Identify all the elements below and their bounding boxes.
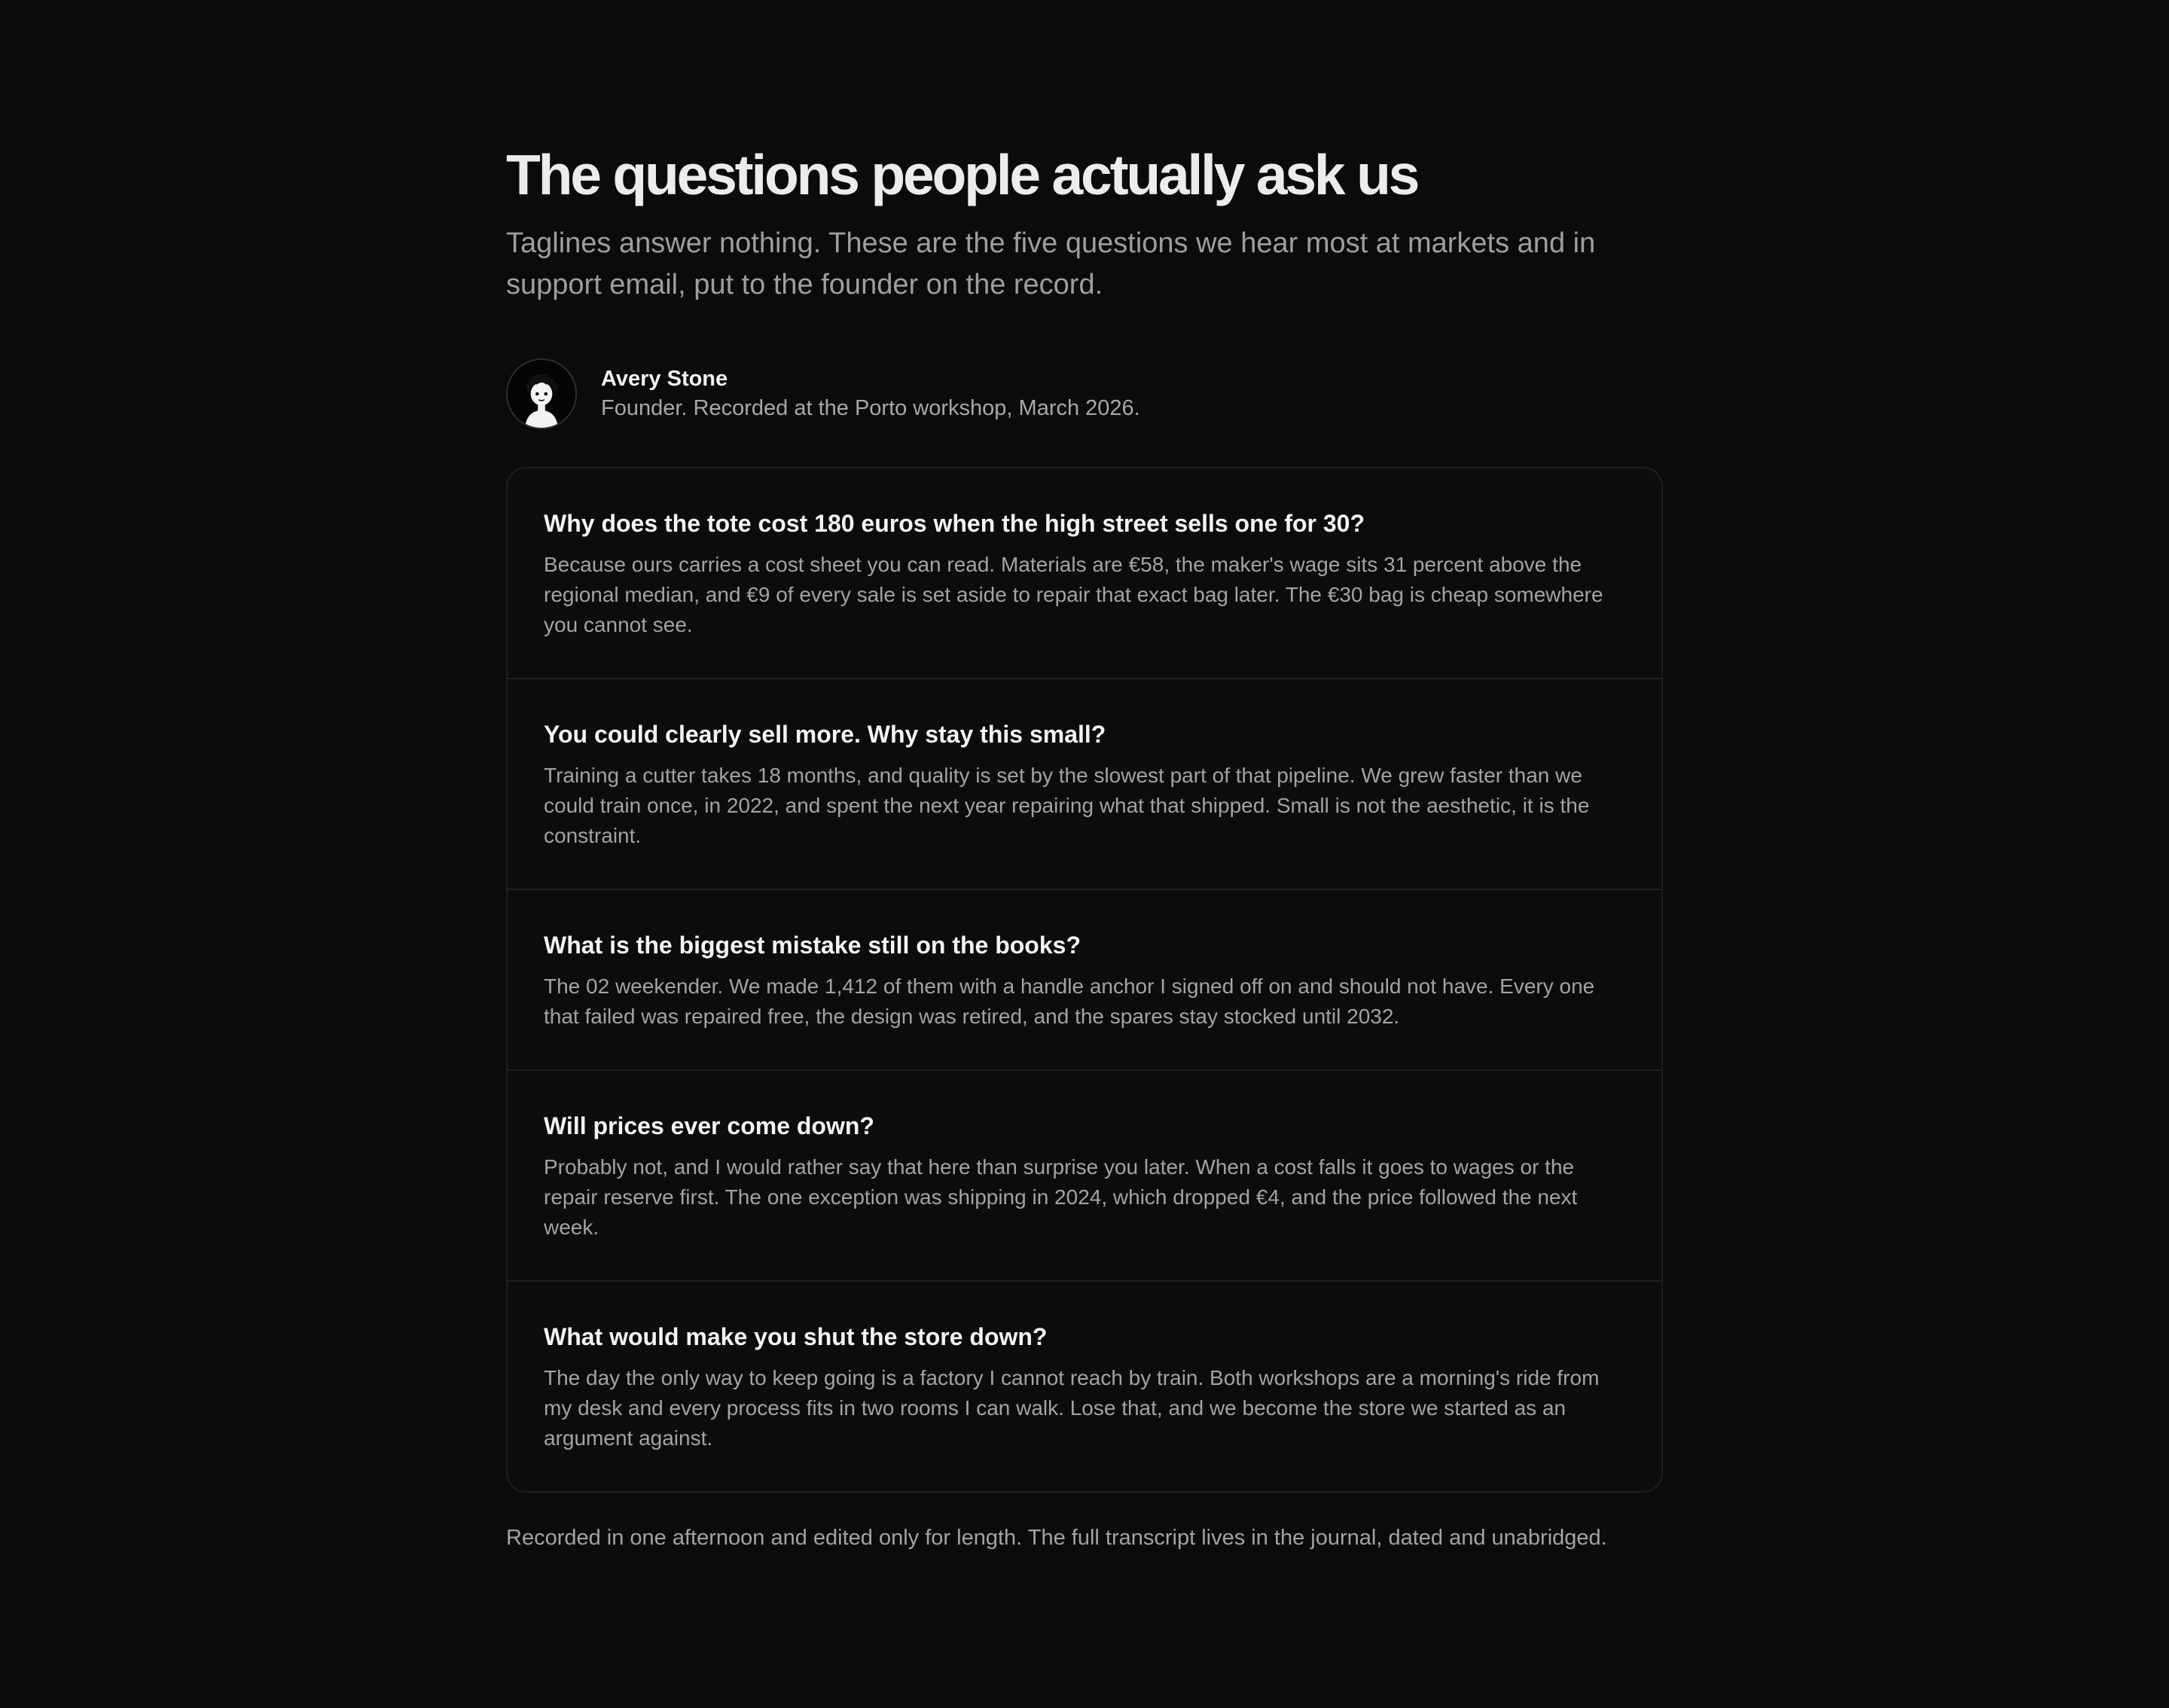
qa-question: What would make you shut the store down? — [544, 1323, 1048, 1350]
qa-answer: Because ours carries a cost sheet you can read. Materials are €58, the maker's wage sits 31 percent above the regional median, and €9 of every sale is set aside to repair that exact bag later. The €30 bag is cheap somewhere you cannot see. — [544, 553, 1603, 636]
qa-list — [506, 467, 1663, 1493]
avatar-portrait-icon — [508, 360, 575, 428]
avatar — [506, 358, 577, 429]
qa-question: You could clearly sell more. Why stay this small? — [544, 721, 1106, 748]
qa-question: Why does the tote cost 180 euros when the high street sells one for 30? — [544, 510, 1365, 537]
author-role: Founder. Recorded at the Porto workshop, March 2026. — [601, 396, 1140, 420]
qa-question: What is the biggest mistake still on the books? — [544, 932, 1081, 959]
page-subtitle: Taglines answer nothing. These are the five questions we hear most at markets and in support email, put to the founder on the record. — [506, 227, 1596, 300]
author-text — [601, 364, 1140, 423]
qa-item — [508, 468, 1661, 678]
qa-answer: Training a cutter takes 18 months, and quality is set by the slowest part of that pipeline. We grew faster than we could train once, in 2022, and spent the next year repairing what that shipped. Small is not the aesthetic, it is the constraint. — [544, 764, 1590, 847]
qa-answer: Probably not, and I would rather say that here than surprise you later. When a cost falls it goes to wages or the repair reserve first. The one exception was shipping in 2024, which dropped €4, and the price followed the next week. — [544, 1155, 1578, 1239]
qa-item — [508, 1069, 1661, 1280]
faq-page — [506, 143, 1663, 1553]
author-name: Avery Stone — [601, 367, 728, 391]
footer-note: Recorded in one afternoon and edited only for length. The full transcript lives in the journal, dated and unabridged. — [506, 1526, 1607, 1550]
qa-answer: The day the only way to keep going is a factory I cannot reach by train. Both workshops are a morning's ride from my desk and every process fits in two rooms I can walk. Lose that, and we become the store we started as an argument against. — [544, 1366, 1600, 1450]
qa-item — [508, 1280, 1661, 1491]
page-title: The questions people actually ask us — [506, 143, 1418, 206]
qa-item — [508, 678, 1661, 889]
qa-item — [508, 889, 1661, 1069]
author-block — [506, 358, 1663, 429]
qa-answer: The 02 weekender. We made 1,412 of them with a handle anchor I signed off on and should not have. Every one that failed was repaired free, the design was retired, and the spares stay stocked until 2032. — [544, 974, 1595, 1028]
qa-question: Will prices ever come down? — [544, 1112, 874, 1139]
